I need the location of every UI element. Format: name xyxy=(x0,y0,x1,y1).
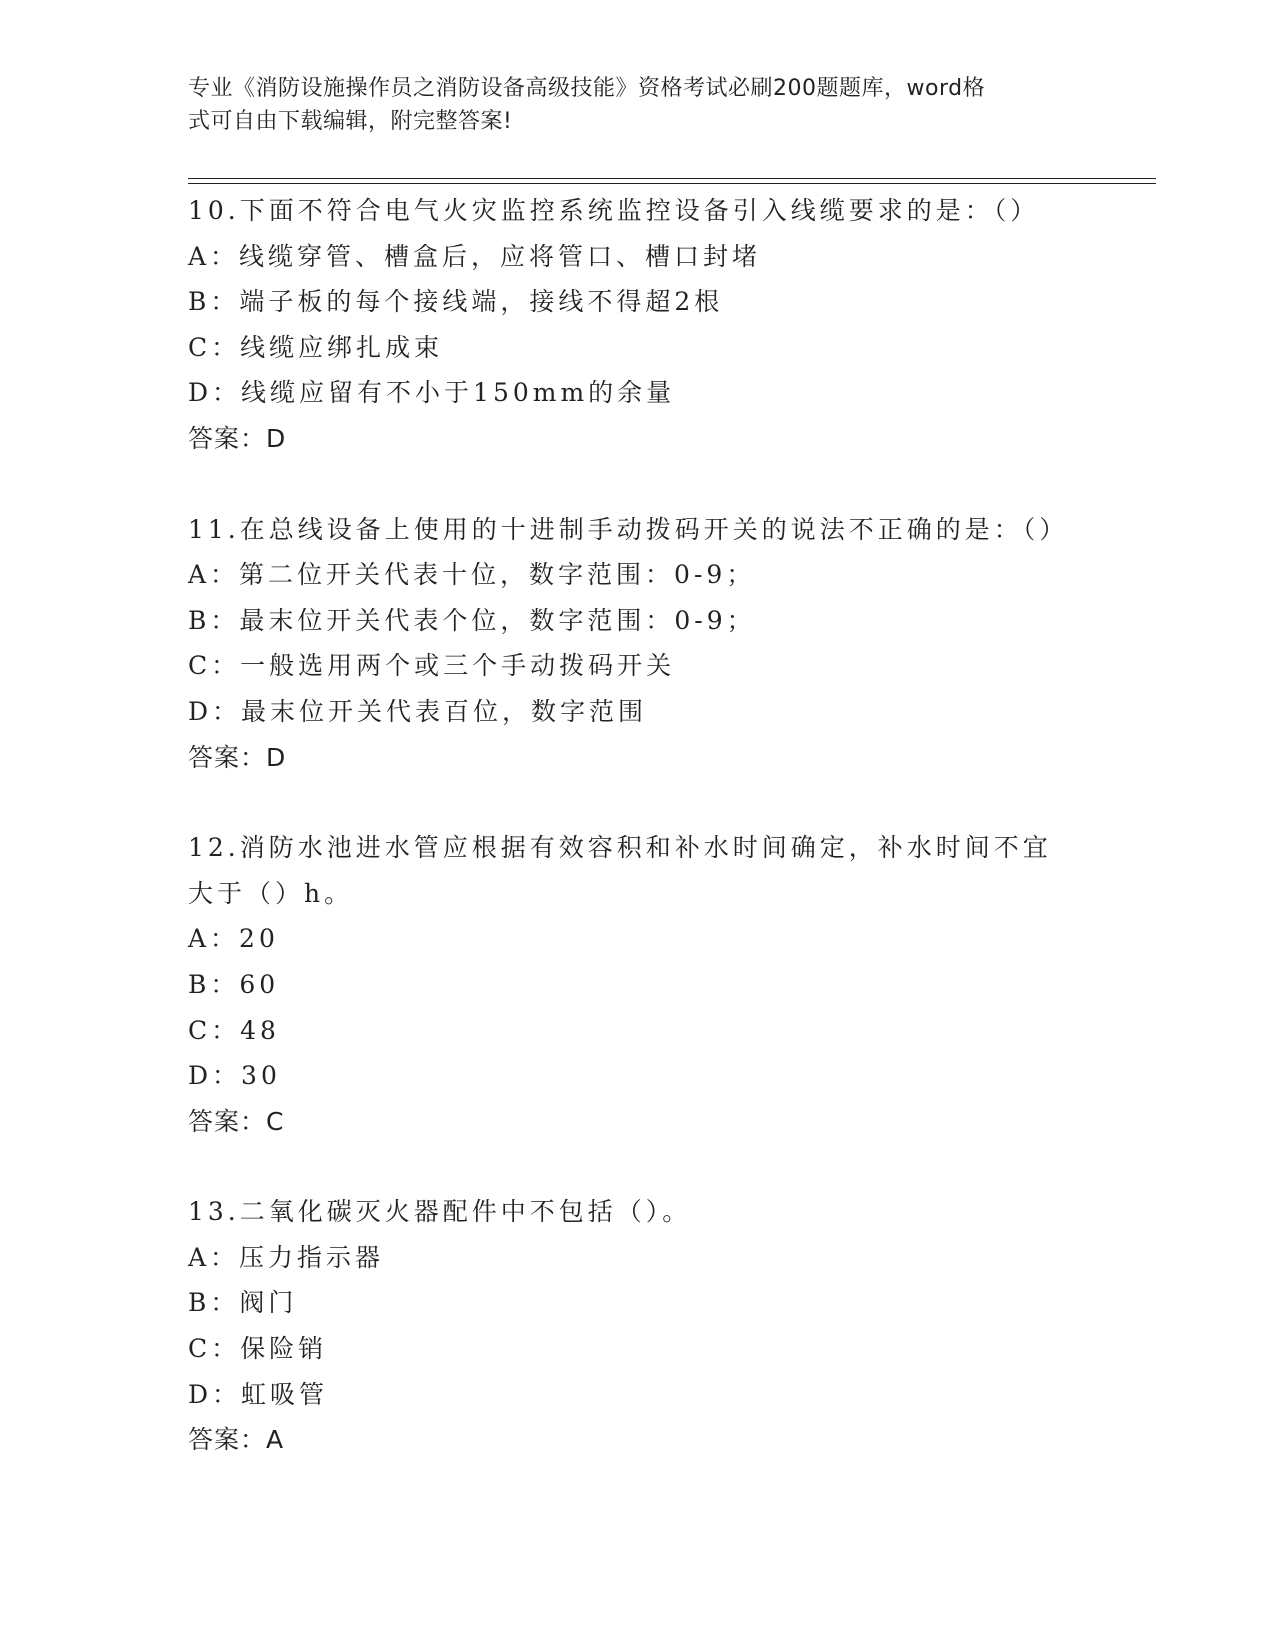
option-a: A：压力指示器 xyxy=(188,1242,385,1272)
question-10 xyxy=(188,188,1088,462)
question-stem: 10.下面不符合电气火灾监控系统监控设备引入线缆要求的是：（） xyxy=(188,196,1040,225)
option-c: C：48 xyxy=(188,1015,280,1045)
option-d: D：线缆应留有不小于150mm的余量 xyxy=(188,378,676,408)
option-a: A：线缆穿管、槽盒后，应将管口、槽口封堵 xyxy=(188,241,762,271)
option-c: C：一般选用两个或三个手动拨码开关 xyxy=(188,651,676,681)
option-d: D：虹吸管 xyxy=(188,1379,329,1409)
header-divider-top xyxy=(188,178,1156,179)
question-12 xyxy=(188,825,1088,1144)
question-stem: 11.在总线设备上使用的十进制手动拨码开关的说法不正确的是：（） xyxy=(188,514,1069,544)
document-header xyxy=(188,72,1068,138)
option-a: A：第二位开关代表十位，数字范围：0-9； xyxy=(188,560,756,590)
option-a: A：20 xyxy=(188,924,279,954)
option-b: B：60 xyxy=(188,969,280,999)
question-stem: 12.消防水池进水管应根据有效容积和补水时间确定，补水时间不宜大于（）h。 xyxy=(188,833,1052,908)
option-b: B：最末位开关代表个位，数字范围：0-9； xyxy=(188,605,756,635)
option-d: D：30 xyxy=(188,1061,281,1091)
option-b: B：端子板的每个接线端，接线不得超2根 xyxy=(188,287,724,317)
option-c: C：保险销 xyxy=(188,1334,328,1364)
question-13 xyxy=(188,1189,1088,1463)
header-line-2: 式可自由下载编辑，附完整答案! xyxy=(188,109,513,134)
question-list xyxy=(188,188,1088,1508)
answer-label: 答案：A xyxy=(188,1425,285,1455)
answer-label: 答案：D xyxy=(188,742,287,772)
option-c: C：线缆应绑扎成束 xyxy=(188,332,444,362)
answer-label: 答案：C xyxy=(188,1106,285,1136)
question-stem: 13.二氧化碳灭火器配件中不包括（）。 xyxy=(188,1197,692,1227)
option-b: B：阀门 xyxy=(188,1288,298,1318)
answer-label: 答案：D xyxy=(188,423,287,453)
header-line-1: 专业《消防设施操作员之消防设备高级技能》资格考试必刷200题题库，word格 xyxy=(188,76,986,101)
option-d: D：最末位开关代表百位，数字范围 xyxy=(188,696,648,726)
question-11 xyxy=(188,507,1088,781)
header-divider-bottom xyxy=(188,183,1156,184)
